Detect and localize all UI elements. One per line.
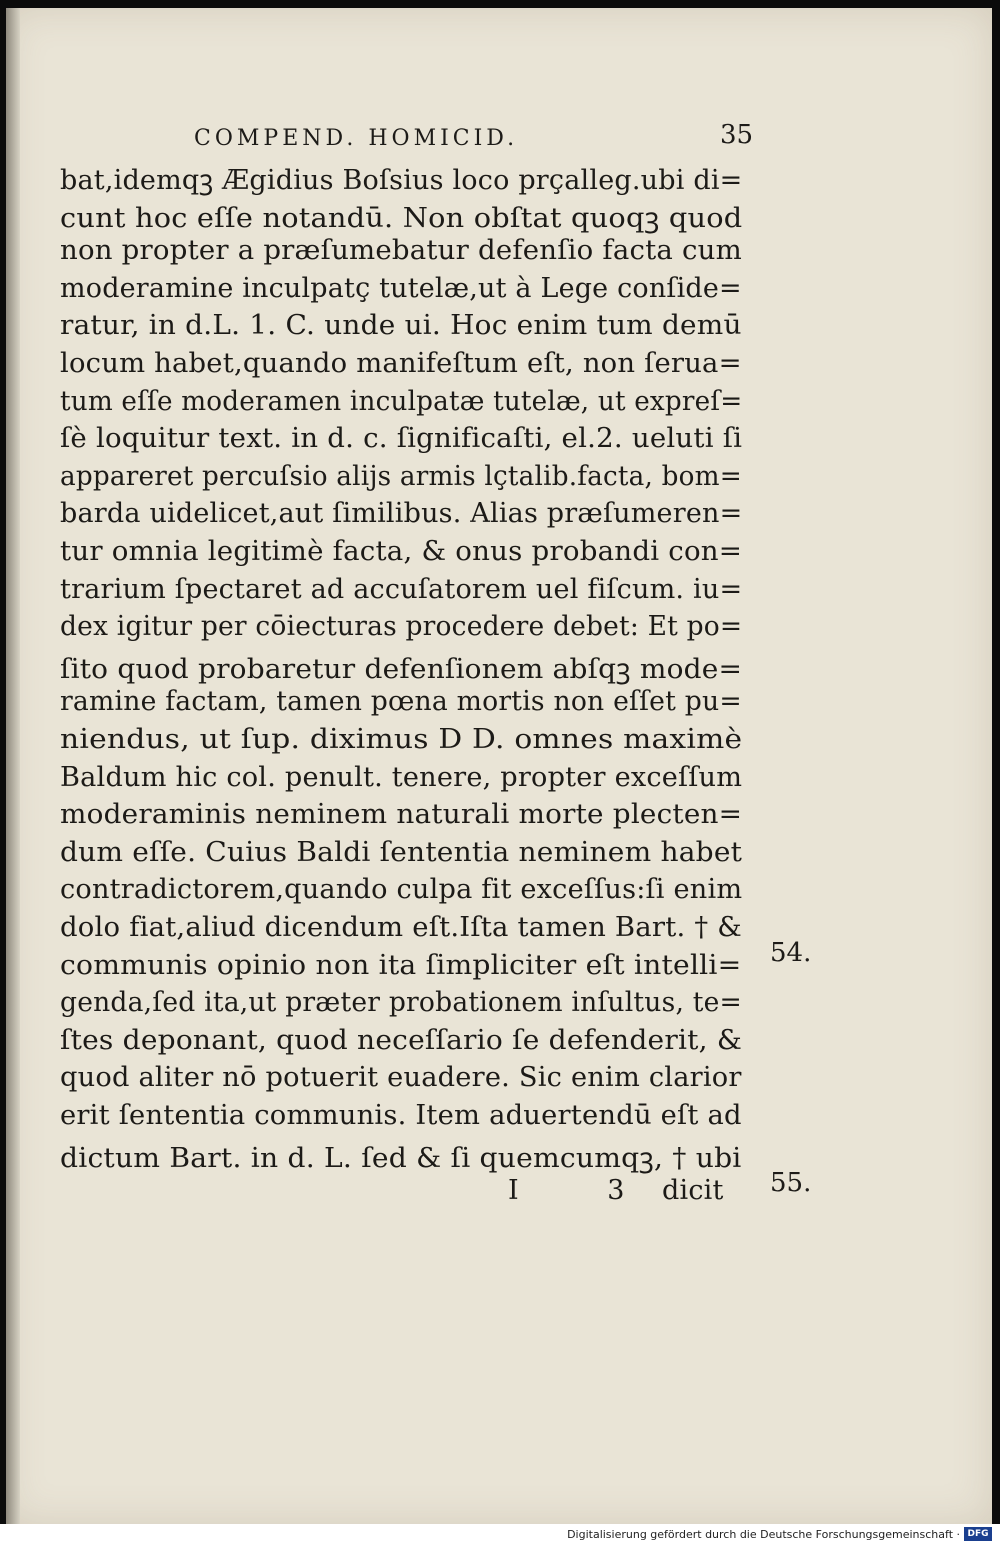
text-line: quod aliter nō potuerit euadere. Sic enim clarior — [60, 1062, 742, 1094]
text-line: moderamine inculpatç tutelæ,ut à Lege conſide= — [60, 272, 742, 304]
text-line: dex igitur per cōiecturas procedere debet: Et po= — [60, 611, 743, 643]
text-line: bat,idemqꝫ Ægidius Boſsius loco prçalleg.ubi di= — [60, 165, 743, 196]
text-line: ſtes deponant, quod neceſſario ſe defenderit, & — [60, 1024, 743, 1056]
text-line: dum eſſe. Cuius Baldi ſententia neminem habet — [60, 836, 743, 868]
body-text — [6, 8, 992, 1524]
text-line: ratur, in d.L. 1. C. unde ui. Hoc enim tum demū — [60, 310, 742, 342]
text-line: ramine factam, tamen pœna mortis non eſſet pu= — [60, 686, 742, 718]
catchword: dicit — [662, 1175, 724, 1207]
text-line: dolo fiat,aliud dicendum eſt.Iſta tamen Bart. † & — [60, 912, 742, 943]
text-line: ſito quod probaretur defenſionem abſqꝫ mode= — [60, 653, 743, 685]
margin-note: 55. — [770, 1168, 812, 1198]
text-line: tum eſſe moderamen inculpatæ tutelæ, ut expreſ= — [60, 385, 743, 417]
text-line: tur omnia legitimè facta, & onus probandi con= — [60, 536, 743, 567]
text-line: appareret percuſsio alijs armis lçtalib.facta, bom= — [60, 460, 742, 492]
running-title: COMPEND. HOMICID. — [194, 126, 519, 151]
text-line: erit ſententia communis. Item aduertendū eſt ad — [60, 1100, 742, 1131]
text-line: niendus, ut ſup. diximus D D. omnes maximè — [60, 724, 743, 755]
book-page — [6, 8, 992, 1524]
margin-note: 54. — [770, 938, 812, 968]
text-line: contradictorem,quando culpa fit exceſſus:ſi enim — [60, 874, 743, 906]
text-line: barda uidelicet,aut ſimilibus. Alias præſumeren= — [60, 498, 743, 530]
dfg-logo-icon: DFG — [964, 1527, 992, 1541]
text-line: non propter a præſumebatur defenſio facta cum — [60, 235, 742, 267]
text-line: locum habet,quando manifeſtum eſt, non ſerua= — [60, 348, 742, 379]
text-line: Baldum hic col. penult. tenere, propter exceſſum — [60, 761, 743, 793]
text-line: moderaminis neminem naturali morte plecten= — [60, 799, 743, 831]
signature-mark: I 3 — [508, 1175, 665, 1207]
text-line: communis opinio non ita ſimpliciter eſt intelli= — [60, 949, 742, 981]
text-line: dictum Bart. in d. L. ſed & ſi quemcumqꝫ, † ubi — [60, 1142, 742, 1174]
text-line: trarium ſpectaret ad accuſatorem uel fiſcum. iu= — [60, 573, 743, 605]
funding-notice: Digitalisierung gefördert durch die Deutsche Forschungsgemeinschaft · — [567, 1528, 960, 1541]
text-line: ſè loquitur text. in d. c. ſignificaſti, el.2. ueluti ſi — [60, 423, 743, 455]
text-line: cunt hoc eſſe notandū. Non obſtat quoqꝫ quod — [60, 202, 743, 234]
folio-number: 35 — [720, 120, 754, 150]
text-line: genda,ſed ita,ut præter probationem inſultus, te= — [60, 987, 742, 1019]
